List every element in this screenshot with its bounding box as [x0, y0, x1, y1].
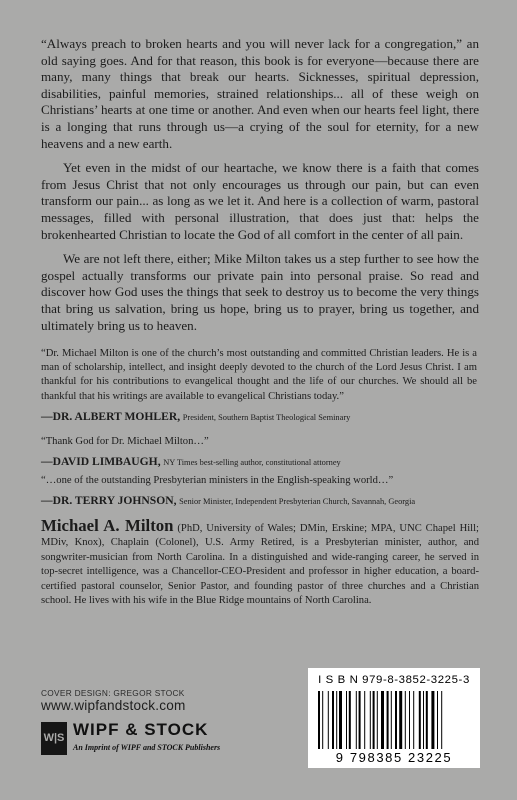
endorsement-quote: “Dr. Michael Milton is one of the church’s most outstanding and committed Christian leaders. He is a man of scholarship, intellect, and insight deeply devoted to the church of the Lord Jesus Christ. I am thankful for his contributions to evangelical thought and the life of our churches. We should all be thankful that his writings are available to evangelical Christians today.”	[41, 348, 477, 402]
isbn-label: I S B N 979-8-3852-3225-3	[318, 674, 470, 686]
barcode-bar	[413, 691, 414, 749]
endorser-title: President, Southern Baptist Theological Seminary	[182, 412, 351, 422]
barcode-bar	[377, 691, 378, 749]
endorser-title: NY Times best-selling author, constitutional attorney	[163, 458, 341, 468]
endorsement-attribution	[41, 455, 477, 470]
publisher-tagline: An Imprint of WIPF and STOCK Publishers	[73, 743, 221, 752]
barcode-bar	[336, 691, 337, 749]
endorsement-quote: “…one of the outstanding Presbyterian ministers in the English-speaking world…”	[41, 475, 394, 486]
barcode-bar	[387, 691, 389, 749]
endorsement-limbaugh	[41, 435, 477, 470]
endorser-name: —DR. ALBERT MOHLER,	[41, 409, 181, 423]
barcode-bar	[356, 691, 357, 749]
barcode-bar	[364, 691, 365, 749]
endorsement-quote: “Thank God for Dr. Michael Milton…”	[41, 436, 209, 447]
cover-design-credit: COVER DESIGN: GREGOR STOCK	[41, 688, 185, 698]
barcode-bar	[409, 691, 410, 749]
blurb-paragraph-3: We are not left there, either; Mike Milton takes us a step further to see how the gospel actually transforms our private pain into personal praise. So read and discover how God uses the things that seek to destroy us to become the very things that bring us salvation, bring us hope, bring us to prayer, bring us together, and ultimately bring us to heaven.	[41, 251, 479, 333]
barcode-bar	[419, 691, 421, 749]
endorser-title: Senior Minister, Independent Presbyterian Church, Savannah, Georgia	[179, 497, 416, 507]
endorsement-attribution	[41, 494, 477, 509]
endorser-name: —DAVID LIMBAUGH,	[41, 455, 161, 469]
blurb-paragraph-1: “Always preach to broken hearts and you will never lack for a congregation,” an old saying goes. And for that reason, this book is for everyone—because there are many, many things that break our hearts. Sicknesses, spiritual depression, disabilities, painful memories, strained relationships... all of these weigh on Christians’ hearts at one time or another. And even when our hearts feel light, there is a longing that runs through us—a crying of the soul for eternity, for a new heavens and a new earth.	[41, 36, 479, 151]
publisher-name: WIPF & STOCK	[73, 720, 209, 739]
barcode-bar	[332, 691, 334, 749]
isbn-barcode	[308, 668, 480, 768]
barcode-bar	[318, 691, 320, 749]
barcode-bar	[423, 691, 424, 749]
barcode-bar	[373, 691, 375, 749]
barcode-bar	[437, 691, 438, 749]
barcode-bar	[359, 691, 361, 749]
barcode-bar	[426, 691, 428, 749]
blurb-paragraph-2: Yet even in the midst of our heartache, we know there is a faith that comes from Jesus Christ that not only encourages us through our pain, but can even transform our pain... as long as we let it. And here is a collection of warm, pastoral messages, filled with personal illustration, that does just that: helps the brokenhearted Christian to locate the God of all comfort in the center of all pain.	[41, 160, 479, 242]
endorsement-mohler	[41, 347, 477, 425]
back-cover-blurb	[41, 36, 479, 342]
endorser-name: —DR. TERRY JOHNSON,	[41, 494, 177, 508]
barcode-bar	[370, 691, 371, 749]
barcode-bar	[322, 691, 323, 749]
barcode-bar	[339, 691, 342, 749]
barcode-bars	[318, 691, 470, 749]
endorsement-johnson	[41, 474, 477, 509]
barcode-bar	[328, 691, 329, 749]
barcode-bar	[349, 691, 351, 749]
wipf-stock-logo-mark: W|S	[41, 722, 67, 755]
barcode-bar	[391, 691, 392, 749]
author-bio	[41, 516, 479, 608]
barcode-number: 9 798385 23225	[335, 750, 453, 765]
barcode-bar	[431, 691, 434, 749]
author-bio-text: (PhD, University of Wales; DMin, Erskine; MPA, UNC Chapel Hill; MDiv, Knox), Chaplain (Colonel), U.S. Army Retired, is a Presbyterian minister, author, and songwriter-musician from North Carolina. In a distinguished and wide-ranging career, he served in top-secret intelligence, was a Chancellor-CEO-President and professor in higher education, a board-certified pastoral counselor, Senior Pastor, and founding pastor of three churches and a Christian school. He lives with his wife in the Blue Ridge mountains of North Carolina.	[41, 523, 479, 607]
barcode-bar	[399, 691, 402, 749]
barcode-bar	[441, 691, 442, 749]
publisher-website: www.wipfandstock.com	[41, 698, 186, 713]
author-name: Michael A. Milton	[41, 516, 174, 535]
barcode-bar	[395, 691, 397, 749]
endorsement-attribution	[41, 410, 477, 425]
publisher-logo	[41, 722, 241, 758]
barcode-bar	[346, 691, 347, 749]
barcode-bar	[381, 691, 384, 749]
barcode-bar	[405, 691, 406, 749]
